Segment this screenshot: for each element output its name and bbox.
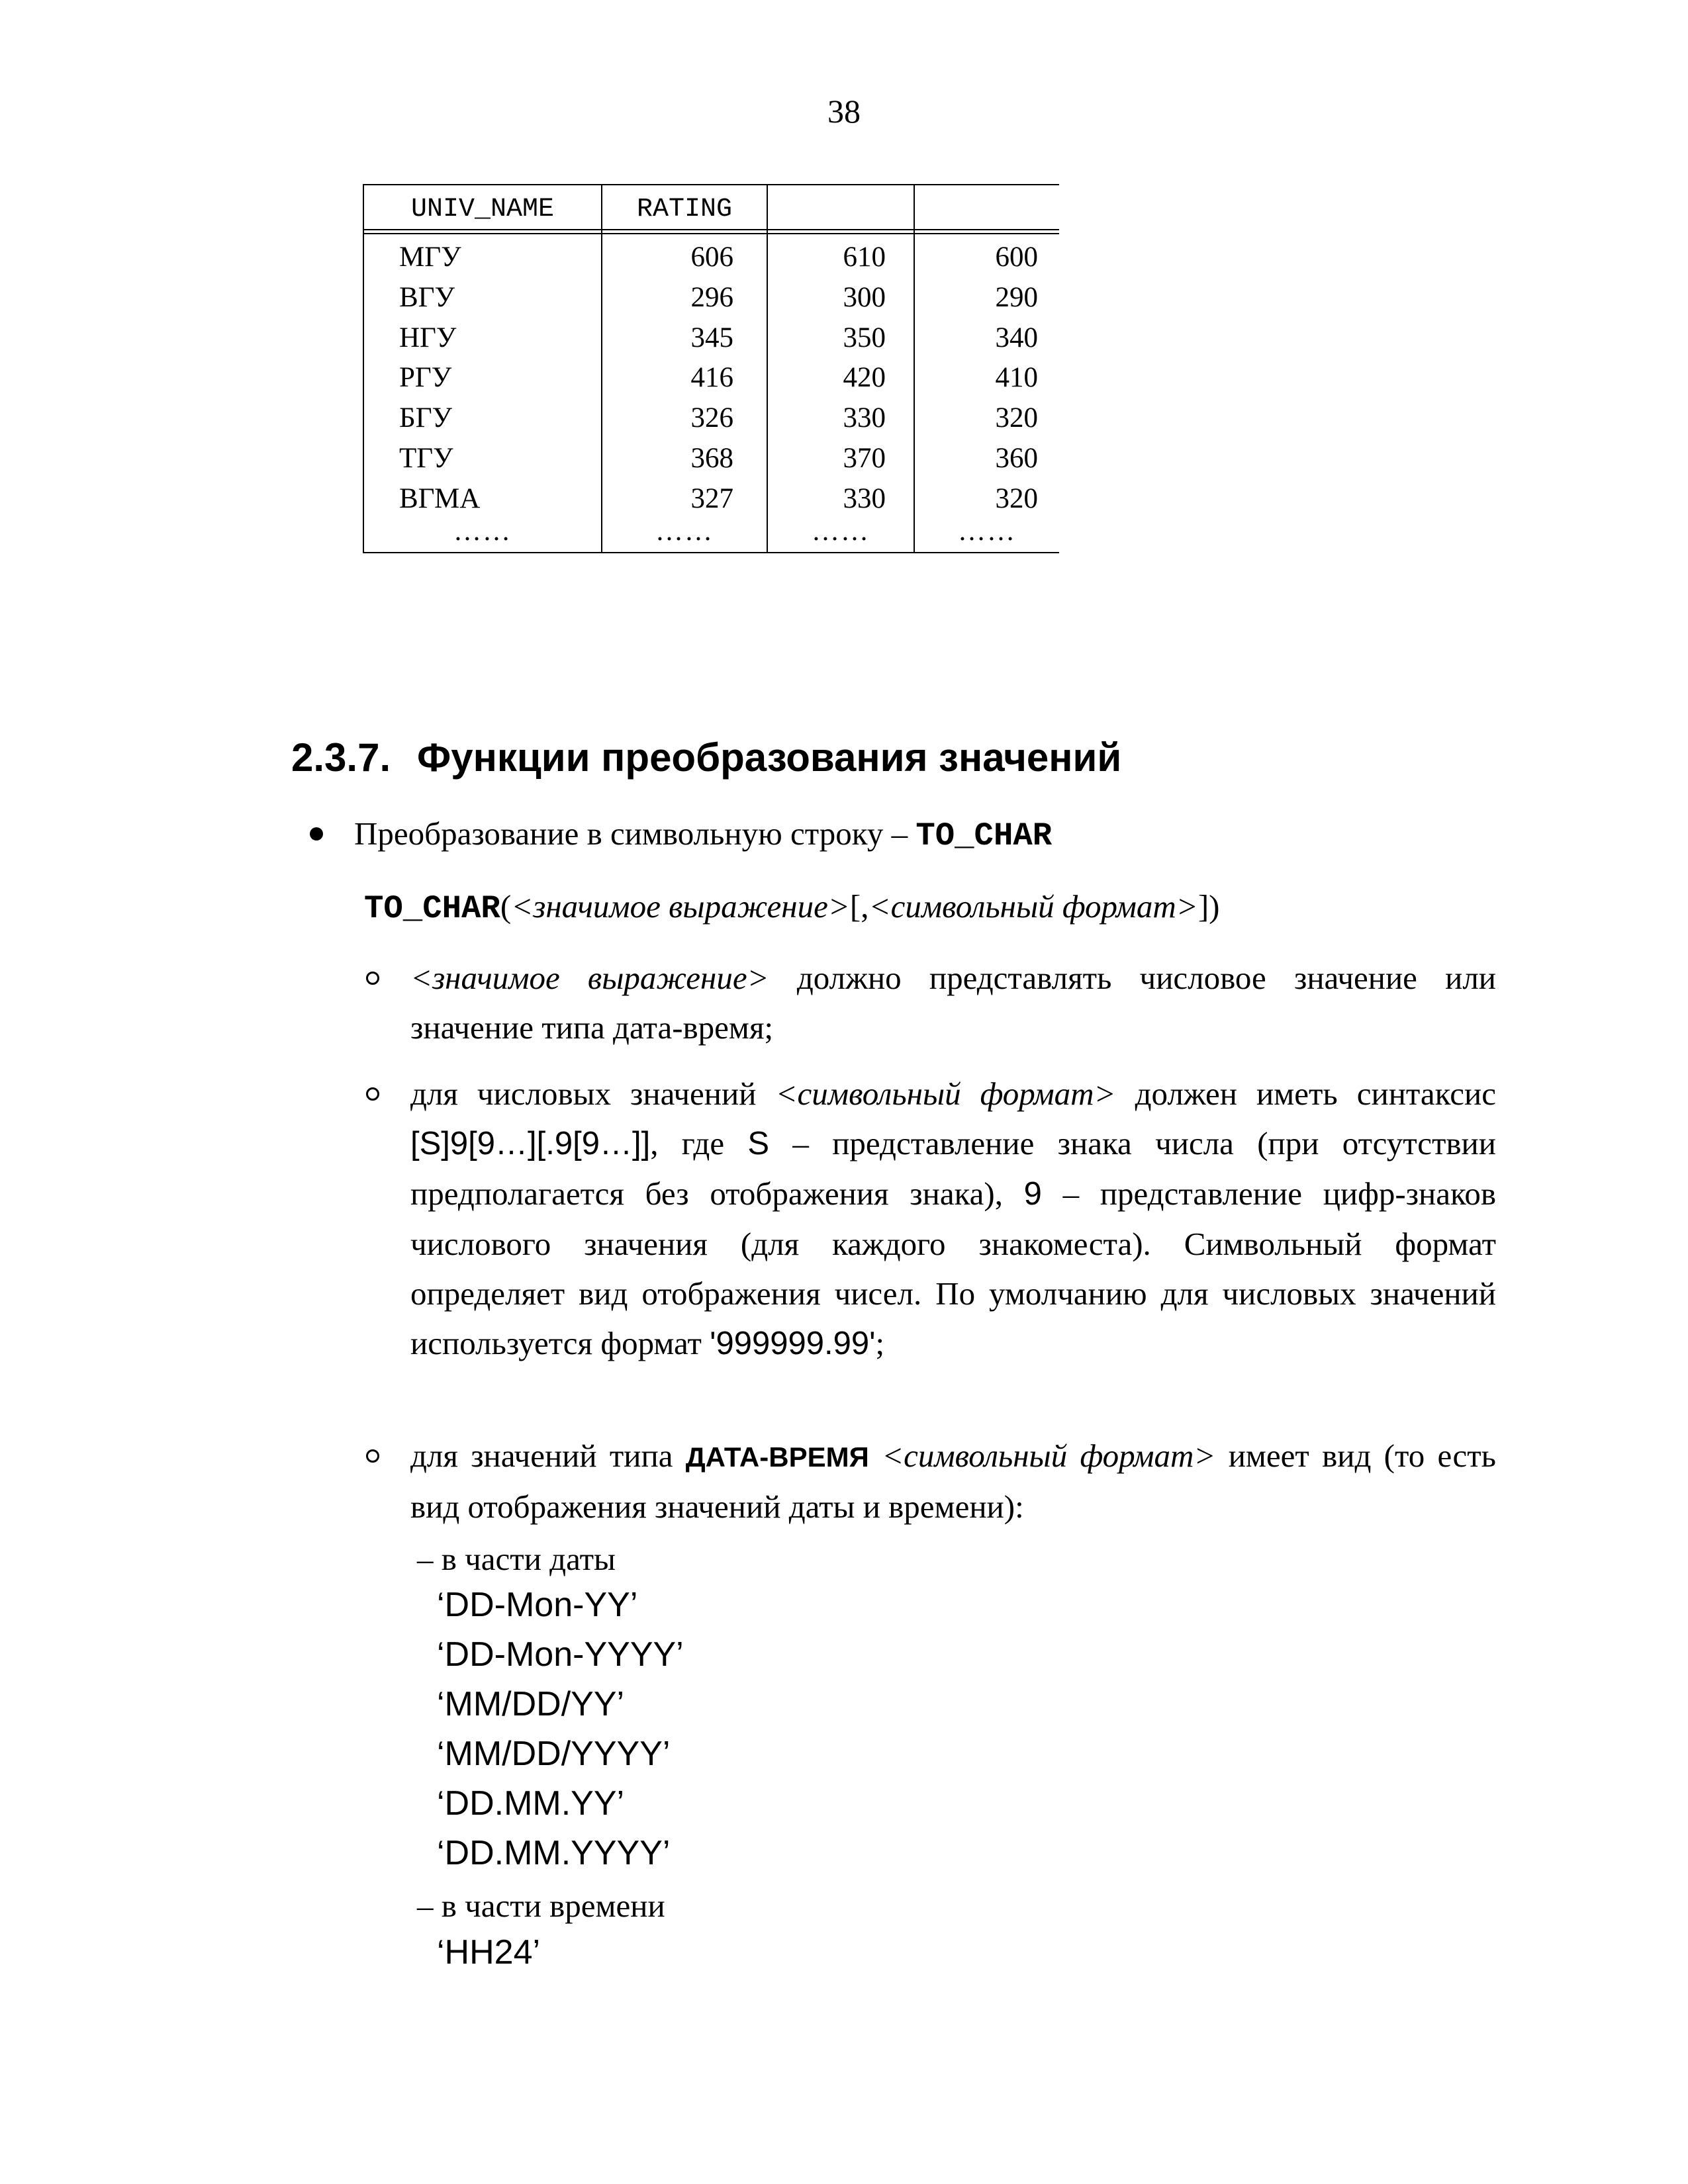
item2-default-format: '999999.99'	[710, 1326, 876, 1361]
item3-text: имеет вид (то есть вид отображения значений даты и времени):	[410, 1437, 1496, 1525]
item3-text: для значений типа	[410, 1437, 686, 1474]
cell-univ-name: МГУ	[399, 242, 461, 273]
cell-col4: 410	[995, 362, 1038, 393]
table-bottom-border	[363, 552, 1059, 553]
column-header-3	[768, 193, 914, 226]
item2-text: ;	[875, 1325, 885, 1361]
item2-text: , где	[650, 1125, 748, 1161]
time-part-label: – в части времени	[417, 1888, 665, 1924]
cell-col3: 420	[843, 362, 886, 393]
item2-text: должен иметь синтаксис	[1115, 1075, 1496, 1112]
result-table	[363, 184, 1059, 555]
table-header-rule	[363, 229, 1059, 230]
cell-univ-name: ТГУ	[399, 443, 453, 474]
bullet-code: TO_CHAR	[915, 817, 1053, 854]
cell-col4: 320	[995, 483, 1038, 514]
cell-rating: 416	[690, 362, 733, 393]
item2-text: для числовых значений	[410, 1075, 776, 1112]
section-number: 2.3.7.	[291, 735, 391, 780]
date-format: ‘DD.MM.YYYY’	[437, 1834, 671, 1872]
date-format: ‘DD.MM.YY’	[437, 1784, 625, 1823]
ellipsis: ……	[655, 516, 714, 547]
cell-rating: 606	[690, 242, 733, 273]
item3-term: <символьный формат>	[882, 1437, 1216, 1474]
date-format: ‘DD-Mon-YYYY’	[437, 1635, 684, 1674]
section-title: Функции преобразования значений	[417, 735, 1122, 780]
syntax-close: ])	[1197, 888, 1220, 925]
cell-rating: 368	[690, 443, 733, 474]
syntax-func: TO_CHAR	[364, 890, 500, 927]
cell-col4: 600	[995, 242, 1038, 273]
cell-rating: 326	[690, 402, 733, 433]
cell-col4: 340	[995, 322, 1038, 353]
syntax-arg2: <символьный формат>	[868, 888, 1198, 925]
item1-term: <значимое выражение>	[410, 960, 769, 996]
item2-syntax: [S]9[9…][.9[9…]]	[410, 1126, 651, 1161]
cell-univ-name: НГУ	[399, 322, 457, 353]
circle-bullet-icon	[366, 1449, 379, 1463]
date-format: ‘DD-Mon-YY’	[437, 1586, 638, 1624]
item2-term: <символьный формат>	[775, 1075, 1116, 1112]
syntax-open: (	[500, 888, 512, 925]
cell-univ-name: РГУ	[399, 362, 452, 393]
syntax-mid: [,	[849, 888, 869, 925]
column-header-univ-name: UNIV_NAME	[410, 195, 555, 224]
item3-type: ДАТА-ВРЕМЯ	[685, 1441, 869, 1473]
section-heading	[291, 731, 1121, 784]
ellipsis: ……	[812, 516, 870, 547]
date-format: ‘MM/DD/YYYY’	[437, 1735, 671, 1773]
table-header-rule-2	[363, 233, 1059, 234]
time-format: ‘HH24’	[437, 1933, 541, 1972]
ellipsis: ……	[958, 516, 1016, 547]
cell-col4: 320	[995, 402, 1038, 433]
cell-univ-name: ВГУ	[399, 282, 455, 313]
syntax-line	[364, 887, 1219, 929]
sub-item-2	[410, 1069, 1496, 1369]
cell-col3: 350	[843, 322, 886, 353]
cell-rating: 345	[690, 322, 733, 353]
cell-rating: 296	[690, 282, 733, 313]
item2-text: – представление цифр-знаков числового значения (для каждого знакоместа). Символьный формат определяет вид отображения чисел. По умолчанию для числовых значений используется формат	[410, 1175, 1496, 1361]
cell-col3: 300	[843, 282, 886, 313]
sub-item-3	[410, 1431, 1496, 1531]
circle-bullet-icon	[366, 1087, 379, 1101]
item2-digit-symbol: 9	[1023, 1176, 1042, 1212]
page-number: 38	[827, 93, 861, 130]
item3-text	[869, 1437, 882, 1474]
cell-col4: 290	[995, 282, 1038, 313]
date-format: ‘MM/DD/YY’	[437, 1685, 625, 1723]
ellipsis: ……	[453, 516, 512, 547]
table-left-border	[363, 184, 364, 553]
cell-univ-name: БГУ	[399, 402, 452, 433]
item1-text: должно представлять числовое значение или значение типа дата-время;	[410, 960, 1496, 1046]
sub-item-1	[410, 953, 1496, 1052]
cell-rating: 327	[690, 483, 733, 514]
table-top-border	[363, 184, 1059, 185]
column-header-rating: RATING	[636, 195, 733, 224]
bullet-item	[354, 814, 1052, 856]
circle-bullet-icon	[366, 972, 379, 985]
date-part-label: – в части даты	[417, 1541, 616, 1577]
cell-col3: 330	[843, 483, 886, 514]
cell-univ-name: ВГМА	[399, 483, 481, 514]
syntax-arg1: <значимое выражение>	[511, 888, 850, 925]
item2-text: – представление знака числа (при отсутствии предполагается без отображения знака),	[410, 1125, 1497, 1212]
column-header-4	[915, 193, 1059, 226]
cell-col3: 610	[843, 242, 886, 273]
cell-col4: 360	[995, 443, 1038, 474]
bullet-icon	[310, 827, 323, 841]
cell-col3: 370	[843, 443, 886, 474]
bullet-text: Преобразование в символьную строку –	[354, 815, 916, 852]
cell-col3: 330	[843, 402, 886, 433]
item2-sign-symbol: S	[747, 1126, 770, 1161]
